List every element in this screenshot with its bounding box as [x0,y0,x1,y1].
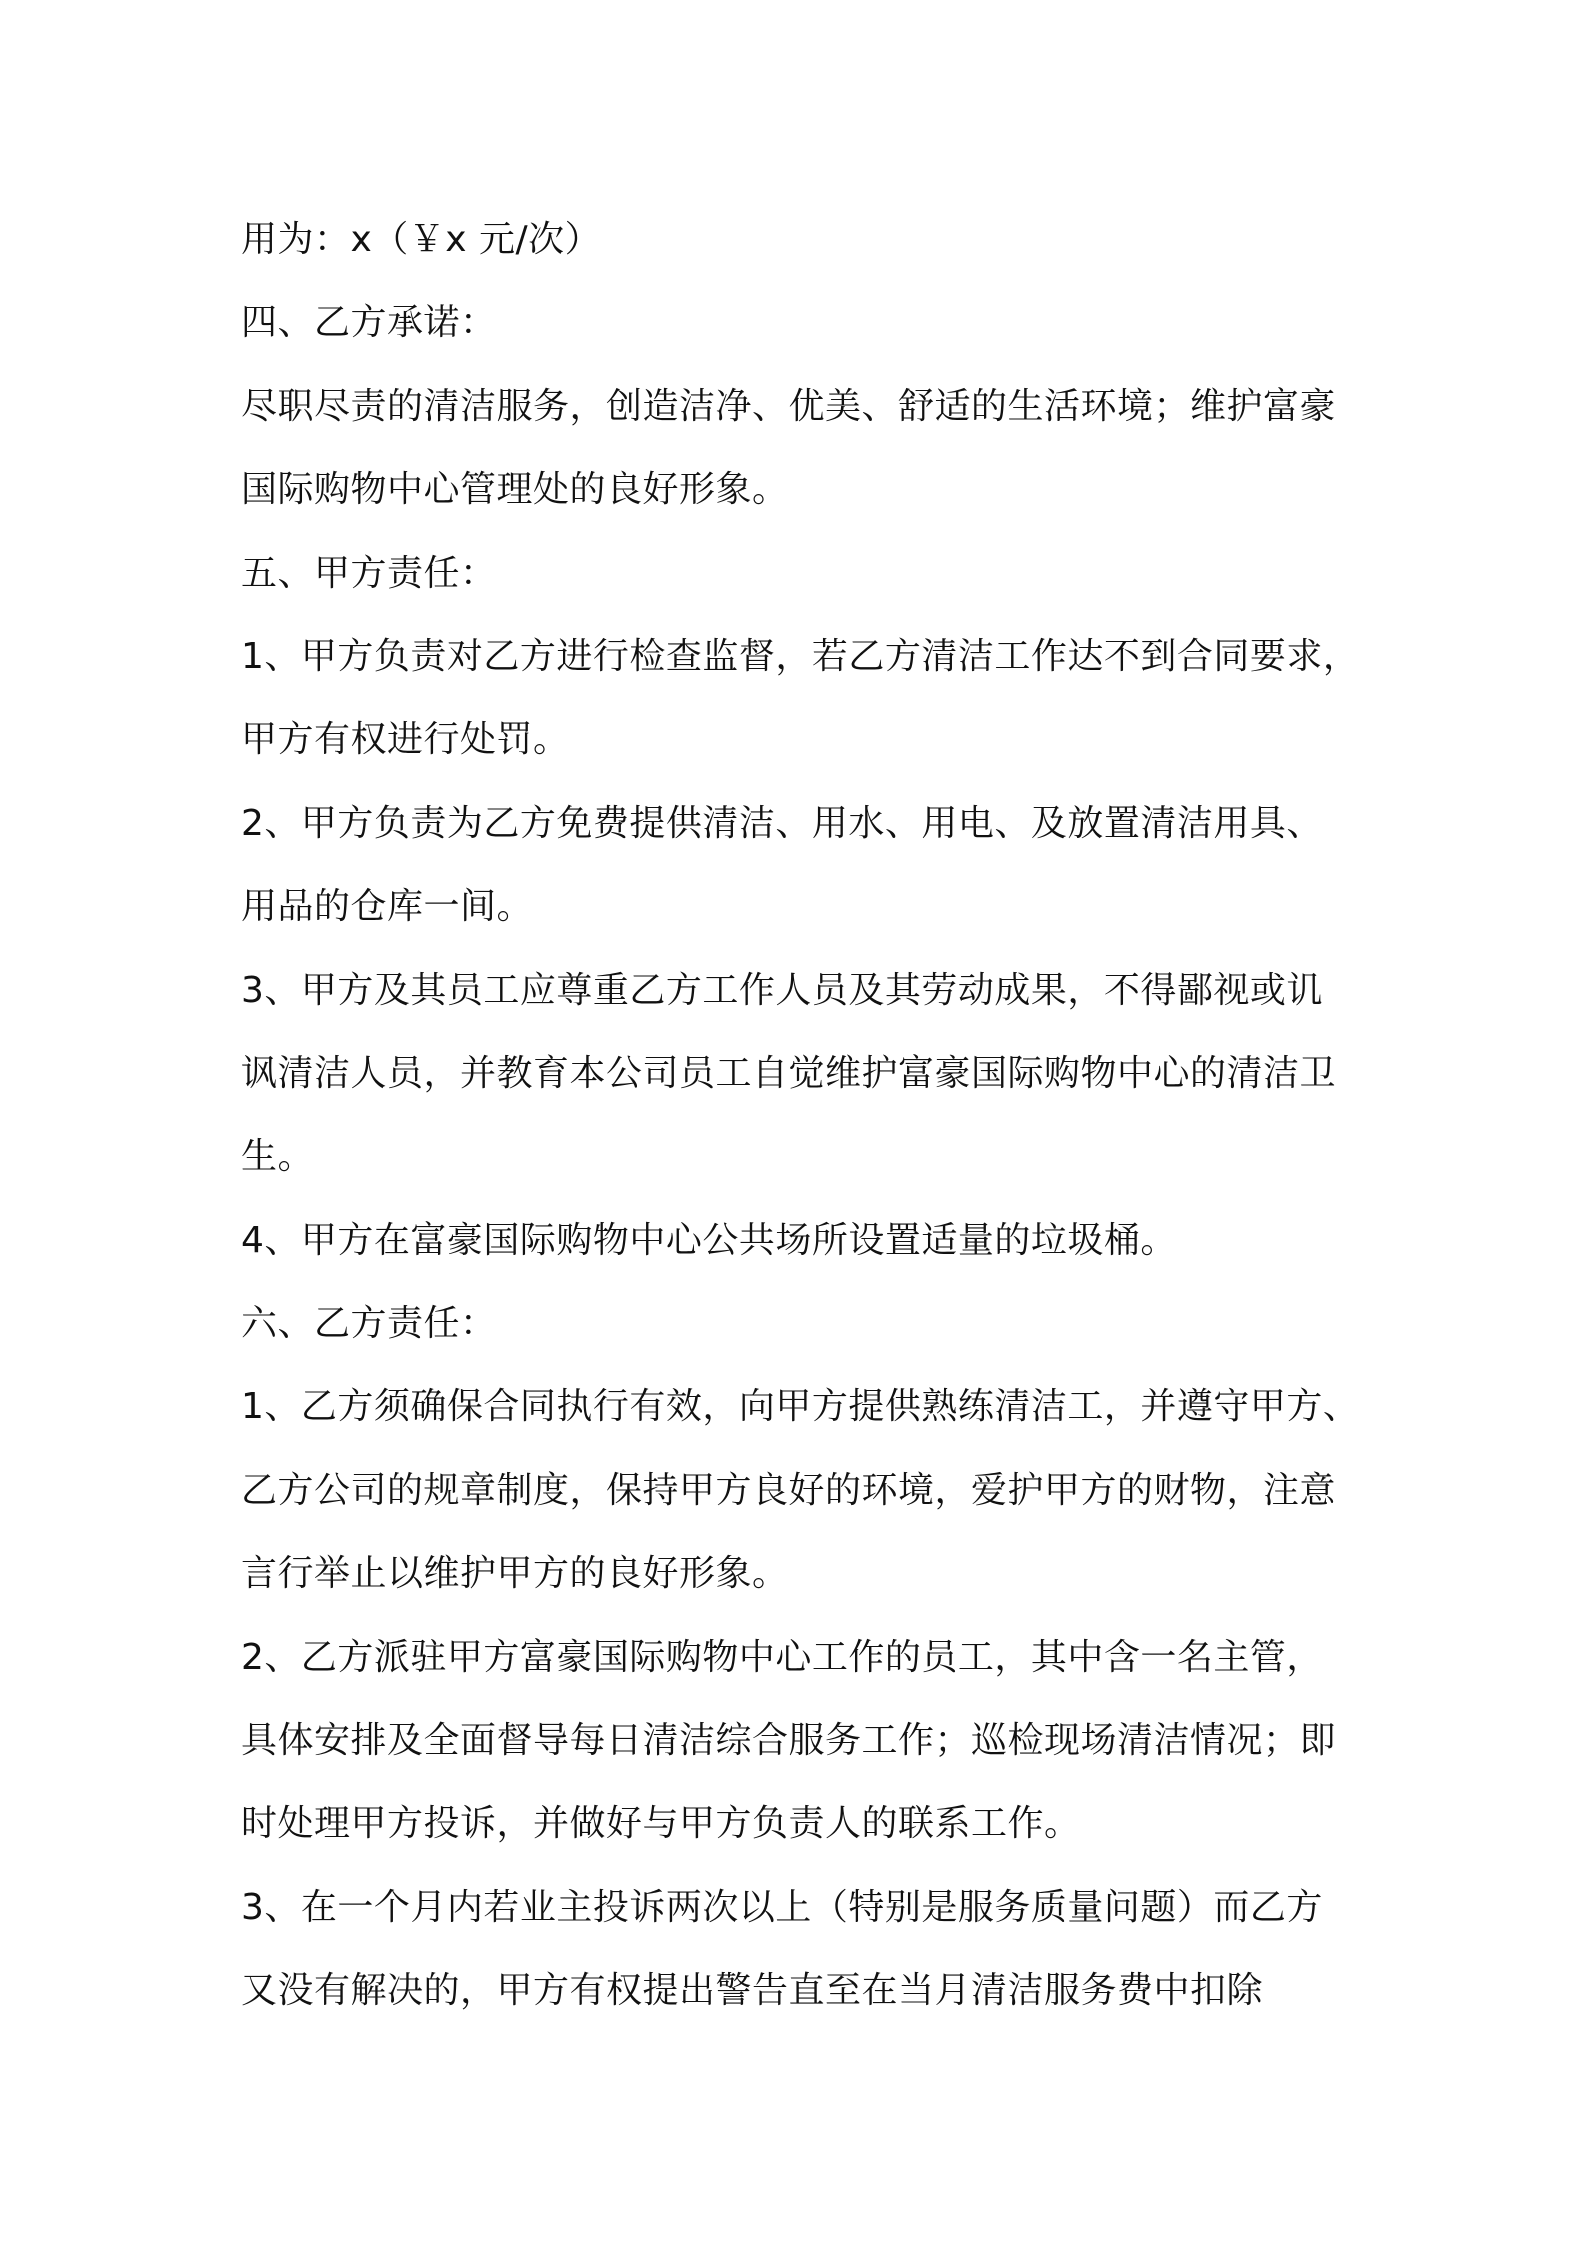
text-line: 1、乙方须确保合同执行有效，向甲方提供熟练清洁工，并遵守甲方、 [241,1386,1360,1428]
text-line: 2、乙方派驻甲方富豪国际购物中心工作的员工，其中含一名主管， [241,1636,1323,1678]
text-line: 国际购物中心管理处的良好形象。 [241,469,789,511]
text-line: 尽职尽责的清洁服务，创造洁净、优美、舒适的生活环境；维护富豪 [241,385,1337,427]
text-line: 3、在一个月内若业主投诉两次以上（特别是服务质量问题）而乙方 [241,1886,1323,1928]
text-line: 甲方有权进行处罚。 [241,719,570,761]
text-line: 具体安排及全面督导每日清洁综合服务工作；巡检现场清洁情况；即 [241,1720,1337,1762]
text-line: 3、甲方及其员工应尊重乙方工作人员及其劳动成果，不得鄙视或讥 [241,969,1323,1011]
text-line: 乙方公司的规章制度，保持甲方良好的环境，爱护甲方的财物，注意 [241,1469,1337,1511]
text-line: 用为：x（￥x 元/次） [241,219,602,260]
document-body [241,198,1361,2033]
section-heading: 四、乙方承诺： [241,302,497,344]
text-line: 生。 [241,1136,315,1178]
text-line: 4、甲方在富豪国际购物中心公共场所设置适量的垃圾桶。 [241,1219,1177,1261]
text-line: 用品的仓库一间。 [241,886,534,928]
text-line: 讽清洁人员，并教育本公司员工自觉维护富豪国际购物中心的清洁卫 [241,1052,1337,1094]
text-line: 2、甲方负责为乙方免费提供清洁、用水、用电、及放置清洁用具、 [241,802,1323,844]
text-line: 时处理甲方投诉，并做好与甲方负责人的联系工作。 [241,1803,1081,1845]
text-line: 言行举止以维护甲方的良好形象。 [241,1553,789,1595]
section-heading: 六、乙方责任： [241,1303,497,1345]
text-line: 又没有解决的，甲方有权提出警告直至在当月清洁服务费中扣除 [241,1970,1264,2012]
text-line: 1、甲方负责对乙方进行检查监督，若乙方清洁工作达不到合同要求， [241,635,1360,677]
section-heading: 五、甲方责任： [241,552,497,594]
